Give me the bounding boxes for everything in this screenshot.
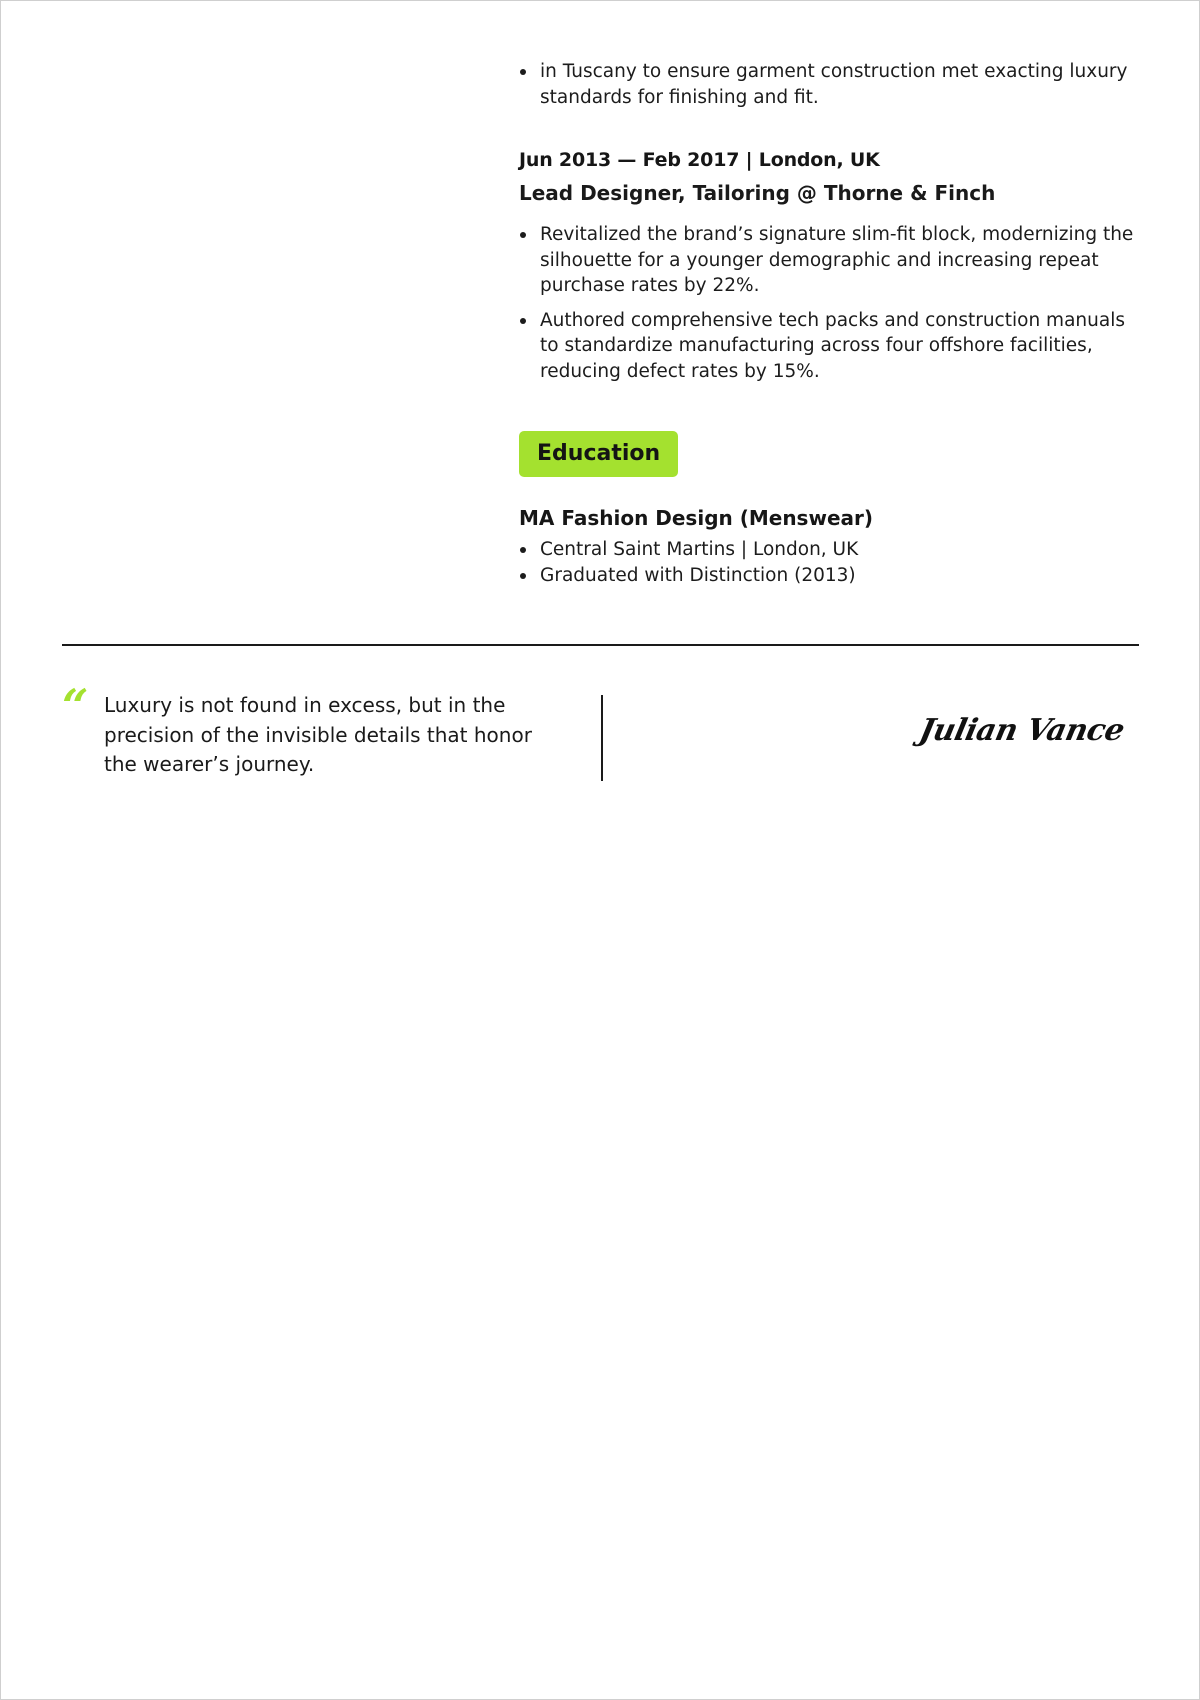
education-section-heading: Education	[519, 431, 678, 477]
job-bullets	[519, 222, 1139, 384]
job-title: Lead Designer, Tailoring @ Thorne & Finch	[519, 181, 996, 205]
education-degree: MA Fashion Design (Menswear)	[519, 506, 874, 530]
list-item: in Tuscany to ensure garment construction met exacting luxury standards for finishing and fit.	[519, 59, 1139, 110]
vertical-divider	[601, 695, 603, 781]
quote-block	[62, 679, 542, 780]
list-item: Revitalized the brand’s signature slim-fit block, modernizing the silhouette for a younger demographic and increasing repeat purchase rates by 22%.	[519, 222, 1139, 299]
list-item: Graduated with Distinction (2013)	[519, 563, 1139, 589]
list-item: Authored comprehensive tech packs and construction manuals to standardize manufacturing across four offshore facilities, reducing defect rates by 15%.	[519, 308, 1139, 385]
previous-job-bullets	[519, 59, 1139, 110]
job-date-location: Jun 2013 — Feb 2017 | London, UK	[519, 149, 880, 171]
list-item: Central Saint Martins | London, UK	[519, 537, 1139, 563]
quote-text: Luxury is not found in excess, but in the precision of the invisible details that honor the wearer’s journey.	[104, 693, 532, 776]
horizontal-divider	[62, 644, 1139, 646]
signature: Julian Vance	[916, 713, 1128, 748]
resume-right-column	[519, 59, 1139, 588]
education-bullets	[519, 537, 1139, 588]
quote-mark-icon: “	[62, 679, 89, 733]
